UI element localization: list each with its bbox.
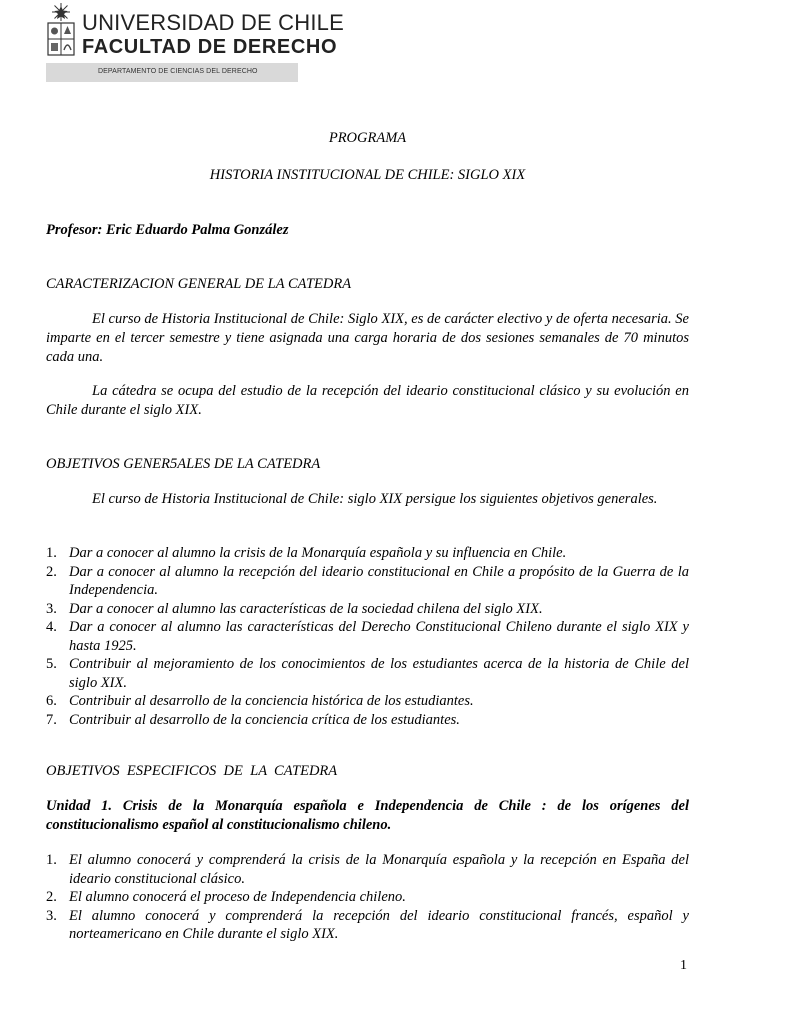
list-number: 1. [46, 545, 57, 561]
list-text: Dar a conocer al alumno la recepción del ideario constitucional en Chile a propósito de la Guerra de la Independencia. [69, 563, 689, 598]
list-text: Contribuir al desarrollo de la conciencia histórica de los estudiantes. [69, 693, 474, 709]
list-item [46, 907, 689, 944]
list-text: El alumno conocerá y comprenderá la crisis de la Monarquía española y la recepción en España del ideario constitucional clásico. [69, 852, 689, 887]
page-number: 1 [680, 958, 687, 973]
list-text: Dar a conocer al alumno las características de la sociedad chilena del siglo XIX. [69, 600, 543, 617]
list-text: Dar a conocer al alumno las características del Derecho Constitucional Chileno durante el siglo XIX y hasta 1925. [69, 619, 689, 654]
unit-1-title: Unidad 1. Crisis de la Monarquía española e Independencia de Chile : de los orígenes del constitucionalismo español al constitucionalismo chileno. [46, 798, 689, 833]
list-item [46, 563, 689, 600]
list-number: 5. [46, 656, 57, 672]
list-number: 7. [46, 711, 57, 728]
list-number: 3. [46, 907, 57, 924]
list-number: 3. [46, 600, 57, 617]
letterhead [46, 0, 344, 82]
paragraph-caracterizacion-1: El curso de Historia Institucional de Chile: Siglo XIX, es de carácter electivo y de oferta necesaria. Se imparte en el tercer semestre y tiene asignada una carga horaria de dos sesiones semanales de 70 minutos cada una. [46, 311, 689, 365]
section-heading-caracterizacion: CARACTERIZACION GENERAL DE LA CATEDRA [46, 276, 352, 292]
document-subtitle: HISTORIA INSTITUCIONAL DE CHILE: SIGLO XIX [209, 167, 526, 183]
department-bar [46, 63, 298, 82]
list-text: Dar a conocer al alumno la crisis de la Monarquía española y su influencia en Chile. [69, 545, 567, 561]
list-item [46, 888, 689, 907]
objetivos-generales-list [46, 544, 689, 729]
list-item [46, 618, 689, 655]
list-text: El alumno conocerá y comprenderá la recepción del ideario constitucional francés, español y norteamericano en Chile durante el siglo XIX. [69, 907, 689, 942]
department-name: DEPARTAMENTO DE CIENCIAS DEL DERECHO [98, 68, 258, 75]
university-name: UNIVERSIDAD DE CHILE [82, 10, 344, 35]
list-number: 6. [46, 693, 57, 709]
list-item [46, 655, 689, 692]
document-title: PROGRAMA [328, 130, 407, 146]
list-text: Contribuir al mejoramiento de los conocimientos de los estudiantes acerca de la historia de Chile del siglo XIX. [69, 656, 689, 691]
section-heading-objetivos-especificos: OBJETIVOS ESPECIFICOS DE LA CATEDRA [46, 763, 338, 779]
list-item [46, 692, 689, 711]
list-text: Contribuir al desarrollo de la conciencia crítica de los estudiantes. [69, 711, 460, 728]
list-text: El alumno conocerá el proceso de Independencia chileno. [69, 889, 406, 905]
list-item [46, 600, 689, 619]
professor-line: Profesor: Eric Eduardo Palma González [46, 222, 289, 238]
list-number: 2. [46, 563, 57, 580]
list-number: 2. [46, 889, 57, 905]
list-number: 1. [46, 852, 57, 868]
list-item [46, 544, 689, 563]
list-item [46, 711, 689, 730]
list-number: 4. [46, 619, 57, 635]
paragraph-caracterizacion-2: La cátedra se ocupa del estudio de la recepción del ideario constitucional clásico y su evolución en Chile durante el siglo XIX. [46, 383, 689, 418]
university-seal-icon [46, 2, 76, 58]
list-item [46, 851, 689, 888]
objetivos-especificos-list [46, 851, 689, 944]
paragraph-objetivos-intro: El curso de Historia Institucional de Chile: siglo XIX persigue los siguientes objetivos generales. [92, 491, 658, 507]
section-heading-objetivos-generales: OBJETIVOS GENER5ALES DE LA CATEDRA [46, 456, 321, 472]
faculty-name: FACULTAD DE DERECHO [82, 36, 338, 58]
